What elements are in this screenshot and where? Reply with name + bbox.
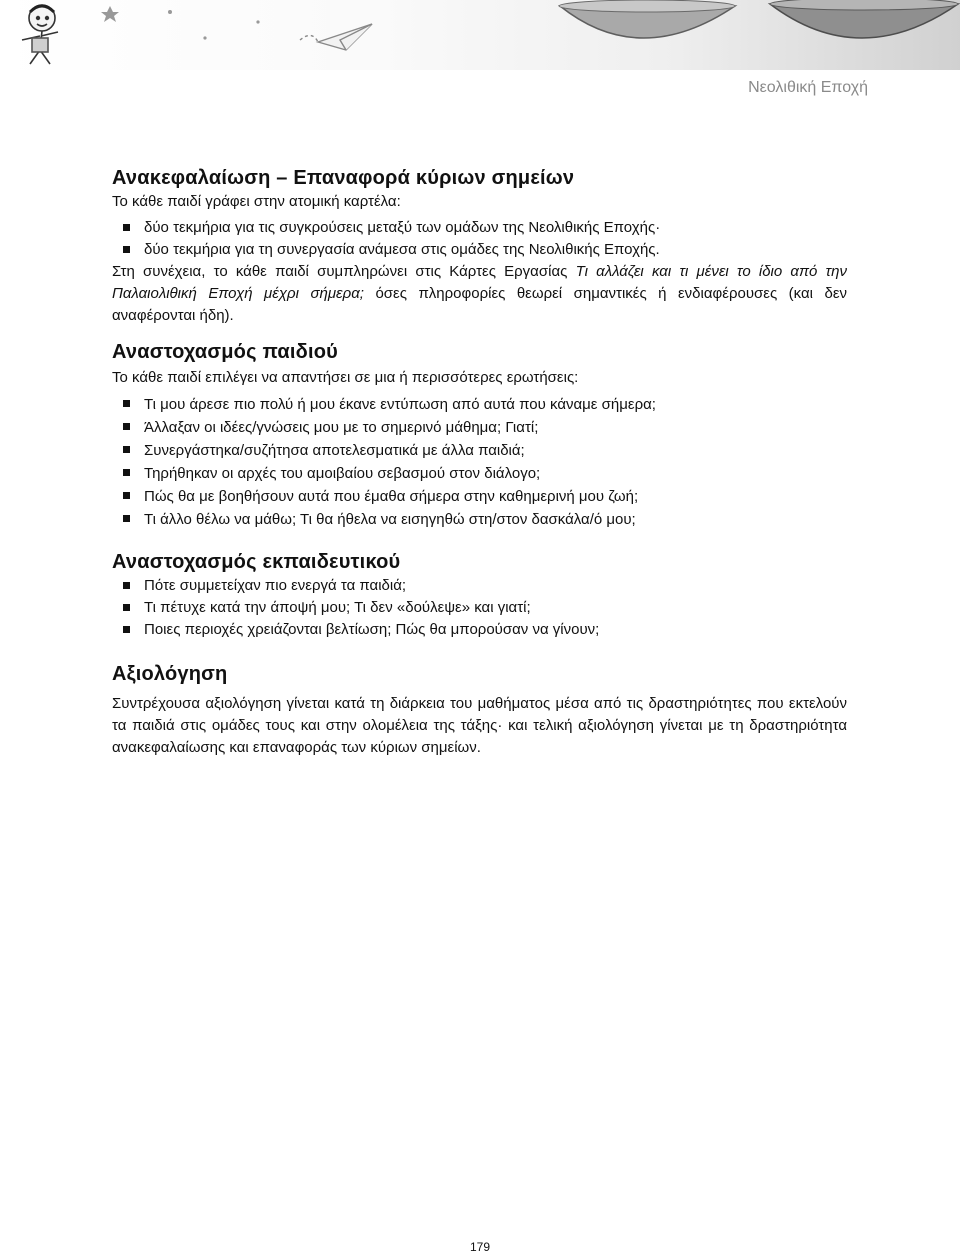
section-heading: Αναστοχασμός παιδιού bbox=[112, 341, 338, 363]
bullet-list bbox=[112, 217, 847, 261]
paragraph bbox=[112, 261, 847, 327]
section-heading: Αξιολόγηση bbox=[112, 663, 228, 685]
paragraph: Συντρέχουσα αξιολόγηση γίνεται κατά τη διάρκεια του μαθήματος μέσα από τις δραστηριότητες που εκτελούν τα παιδιά στις ομάδες τους και στην ολομέλεια της τάξης· και τελική αξιολόγηση γίνεται με τη δραστηριότητα ανακεφαλαίωσης και επαναφοράς των κύριων σημείων. bbox=[112, 695, 847, 756]
list-item: Πότε συμμετείχαν πιο ενεργά τα παιδιά; bbox=[112, 575, 847, 597]
section-intro: Το κάθε παιδί επιλέγει να απαντήσει σε μια ή περισσότερες ερωτήσεις: bbox=[112, 369, 579, 386]
banner-illustration bbox=[0, 0, 960, 70]
section-assessment bbox=[112, 661, 847, 759]
bullet-list bbox=[112, 575, 847, 641]
section-heading: Αναστοχασμός εκπαιδευτικού bbox=[112, 551, 401, 573]
worksheet-title: Τι αλλάζει και τι μένει το ίδιο από την Παλαιολιθική Εποχή μέχρι σήμερα; bbox=[112, 263, 847, 302]
section-child-reflection bbox=[112, 339, 847, 531]
list-item: Τι μου άρεσε πιο πολύ ή μου έκανε εντύπωση από αυτά που κάναμε σήμερα; bbox=[112, 393, 847, 416]
list-item: Ποιες περιοχές χρειάζονται βελτίωση; Πώς θα μπορούσαν να γίνουν; bbox=[112, 619, 847, 641]
star-icon bbox=[101, 6, 260, 40]
child-figure-icon bbox=[22, 5, 58, 64]
list-item: δύο τεκμήρια για τις συγκρούσεις μεταξύ των ομάδων της Νεολιθικής Εποχής· bbox=[112, 217, 847, 239]
list-item: Τι άλλο θέλω να μάθω; Τι θα ήθελα να εισηγηθώ στη/στον δασκάλα/ό μου; bbox=[112, 508, 847, 531]
running-header-title: Νεολιθική Εποχή bbox=[748, 79, 868, 96]
list-item: Συνεργάστηκα/συζήτησα αποτελεσματικά με άλλα παιδιά; bbox=[112, 439, 847, 462]
header-banner bbox=[0, 0, 960, 70]
section-heading: Ανακεφαλαίωση – Επαναφορά κύριων σημείων bbox=[112, 167, 575, 189]
page-content bbox=[112, 165, 847, 759]
list-item: Τι πέτυχε κατά την άποψή μου; Τι δεν «δούλεψε» και γιατί; bbox=[112, 597, 847, 619]
section-intro: Το κάθε παιδί γράφει στην ατομική καρτέλα: bbox=[112, 193, 401, 210]
bullet-list bbox=[112, 393, 847, 531]
paper-plane-icon bbox=[300, 24, 372, 50]
clay-bowls-icon bbox=[559, 0, 958, 38]
paragraph-text: Στη συνέχεια, το κάθε παιδί συμπληρώνει στις Κάρτες Εργασίας bbox=[112, 263, 568, 280]
list-item: Πώς θα με βοηθήσουν αυτά που έμαθα σήμερα στην καθημερινή μου ζωή; bbox=[112, 485, 847, 508]
page-number: 179 bbox=[469, 1240, 491, 1254]
paragraph-text: όσες πληροφορίες θεωρεί σημαντικές ή ενδιαφέρουσες (και δεν αναφέρονται ήδη). bbox=[112, 285, 848, 324]
section-teacher-reflection bbox=[112, 549, 847, 641]
section-recap bbox=[112, 165, 847, 327]
list-item: Άλλαξαν οι ιδέες/γνώσεις μου με το σημερινό μάθημα; Γιατί; bbox=[112, 416, 847, 439]
list-item: Τηρήθηκαν οι αρχές του αμοιβαίου σεβασμού στον διάλογο; bbox=[112, 462, 847, 485]
list-item: δύο τεκμήρια για τη συνεργασία ανάμεσα στις ομάδες της Νεολιθικής Εποχής. bbox=[112, 239, 847, 261]
